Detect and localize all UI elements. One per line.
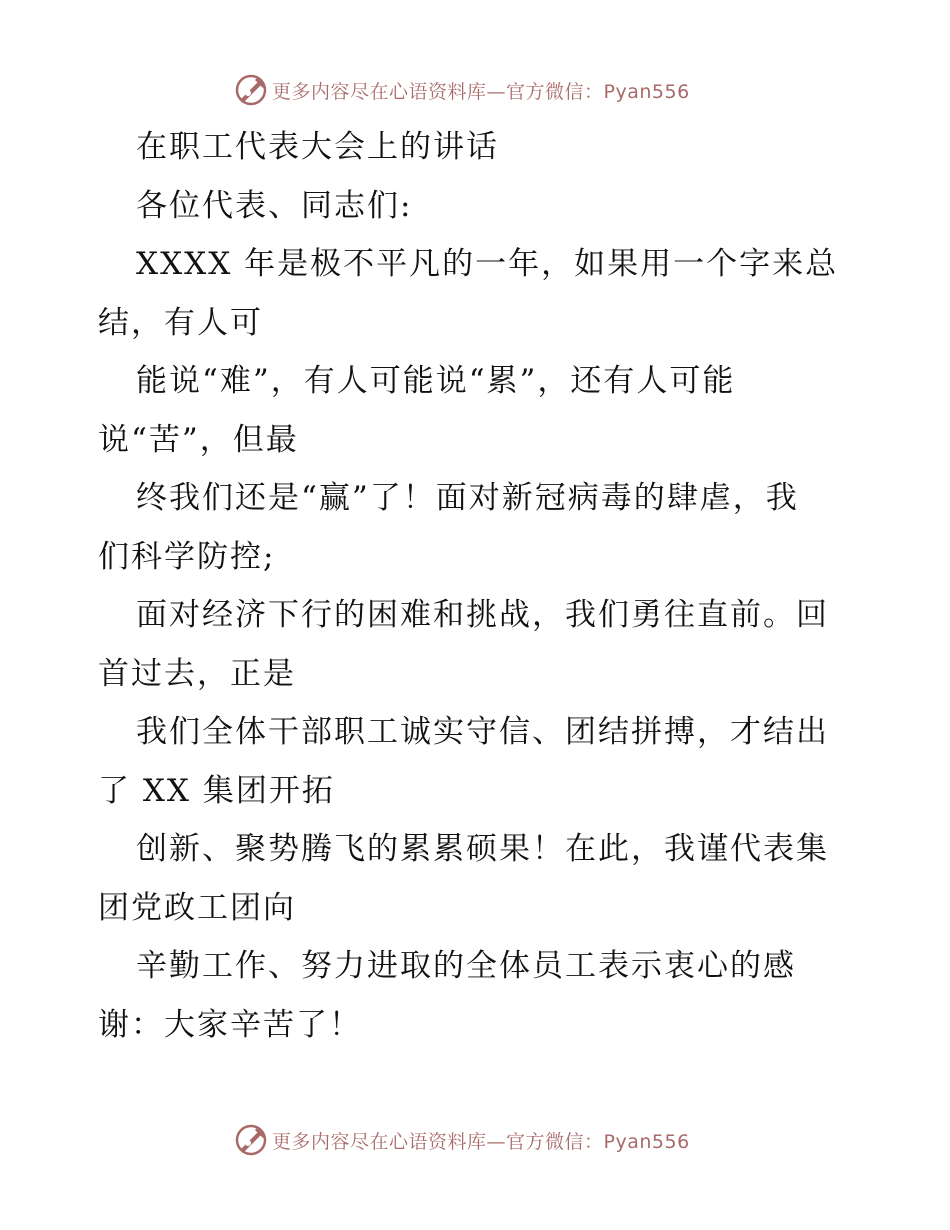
text-line: 团党政工团向 [98,889,296,926]
document-body [98,118,868,1054]
text-line: 我们全体干部职工诚实守信、团结拼搏，才结出 [136,714,829,750]
text-line: 结，有人可 [98,304,263,341]
header-watermark [234,72,690,108]
footer-watermark [234,1122,690,1158]
text-line: XXXX 年是极不平凡的一年，如果用一个字来总 [136,246,839,282]
text-line: 能说“难”，有人可能说“累”，还有人可能 [136,363,736,399]
text-line: 们科学防控; [98,538,276,575]
pen-nib-circle-icon [234,73,268,107]
watermark-text: 更多内容尽在心语资料库—官方微信：Pyan556 [272,1130,690,1153]
text-line: 首过去，正是 [98,655,296,692]
text-line: 谢：大家辛苦了！ [98,1006,362,1043]
text-line: 面对经济下行的困难和挑战，我们勇往直前。回 [136,597,829,633]
document-title: 在职工代表大会上的讲话 [136,129,499,165]
text-line: 了 XX 集团开拓 [98,772,335,809]
pen-nib-circle-icon [234,1123,268,1157]
text-line: 终我们还是“赢”了！面对新冠病毒的肆虐，我 [136,480,799,516]
salutation: 各位代表、同志们: [136,187,413,224]
text-line: 创新、聚势腾飞的累累硕果！在此，我谨代表集 [136,831,829,867]
watermark-text: 更多内容尽在心语资料库—官方微信：Pyan556 [272,80,690,103]
text-line: 辛勤工作、努力进取的全体员工表示衷心的感 [136,948,796,984]
text-line: 说“苦”，但最 [98,421,299,458]
